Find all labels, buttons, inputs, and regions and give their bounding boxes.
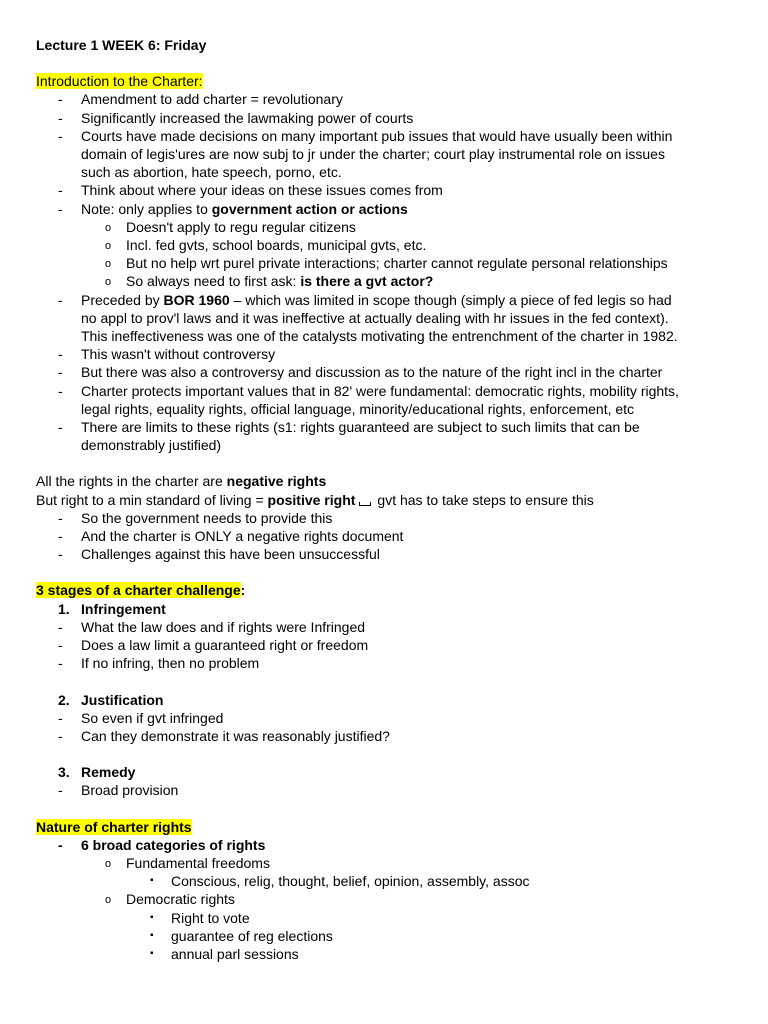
- numbered-item: 2. Justification: [58, 691, 164, 708]
- bullet: - If no infring, then no problem: [58, 655, 260, 672]
- paragraph: But right to a min standard of living = positive right gvt has to take steps to ensure this: [36, 491, 594, 508]
- bullet-continuation: domain of legis'ures are now subj to jr under the charter; court play instrumental role on issues: [81, 146, 665, 163]
- bullet: - But there was also a controversy and discussion as to the nature of the right incl in the charter: [58, 364, 663, 381]
- bullet: - Note: only applies to government action or actions: [58, 200, 408, 217]
- bullet: - Courts have made decisions on many important pub issues that would have usually been within: [58, 127, 673, 144]
- numbered-item: 3. Remedy: [58, 764, 136, 781]
- sub-sub-bullet: ▪ Right to vote: [150, 909, 250, 926]
- paragraph: All the rights in the charter are negative rights: [36, 473, 327, 490]
- bullet: - Challenges against this have been unsuccessful: [58, 546, 380, 563]
- bullet: - Preceded by BOR 1960 – which was limited in scope though (simply a piece of fed legis so had: [58, 291, 672, 308]
- numbered-item: 1. Infringement: [58, 600, 166, 617]
- bullet: - Does a law limit a guaranteed right or freedom: [58, 637, 369, 654]
- bullet-continuation: no appl to prov'l laws and it was ineffective at actually dealing with hr issues in the fed context).: [81, 309, 669, 326]
- bullet: - 6 broad categories of rights: [58, 836, 266, 853]
- bullet: - Broad provision: [58, 782, 179, 799]
- bullet: - Amendment to add charter = revolutionary: [58, 91, 343, 108]
- bullet: - This wasn't without controversy: [58, 346, 276, 363]
- bullet-continuation: demonstrably justified): [81, 437, 222, 454]
- document-page: [36, 36, 736, 963]
- sub-bullet: o Incl. fed gvts, school boards, municipal gvts, etc.: [105, 237, 427, 254]
- sub-bullet: o So always need to first ask: is there a gvt actor?: [105, 273, 434, 290]
- bullet: - So even if gvt infringed: [58, 709, 224, 726]
- section-heading-stages: 3 stages of a charter challenge:: [36, 582, 246, 599]
- doc-title: Lecture 1 WEEK 6: Friday: [36, 37, 207, 53]
- sub-bullet: o But no help wrt purel private interactions; charter cannot regulate personal relationships: [105, 255, 668, 272]
- bullet: - What the law does and if rights were Infringed: [58, 618, 366, 635]
- bullet: - Think about where your ideas on these issues comes from: [58, 182, 443, 199]
- bullet-continuation: legal rights, equality rights, official language, minority/educational rights, enforcement, etc: [81, 400, 635, 417]
- bullet: - Significantly increased the lawmaking power of courts: [58, 109, 414, 126]
- bullet: - Charter protects important values that in 82' were fundamental: democratic rights, mobility rights,: [58, 382, 679, 399]
- section-heading-nature: Nature of charter rights: [36, 818, 192, 835]
- bullet-continuation: This ineffectiveness was one of the catalysts motivating the entrenchment of the charter in 1982.: [81, 328, 678, 345]
- sub-sub-bullet: ▪ guarantee of reg elections: [150, 927, 333, 944]
- bullet: - And the charter is ONLY a negative rights document: [58, 528, 404, 545]
- sub-bullet: o Doesn't apply to regu regular citizens: [105, 218, 356, 235]
- bullet-continuation: such as abortion, hate speech, porno, etc.: [81, 164, 342, 181]
- section-heading-intro: Introduction to the Charter:: [36, 73, 203, 90]
- bullet: - So the government needs to provide this: [58, 509, 333, 526]
- bullet: - There are limits to these rights (s1: rights guaranteed are subject to such limits that can be: [58, 419, 640, 436]
- sub-bullet: o Fundamental freedoms: [105, 854, 270, 871]
- sub-bullet: o Democratic rights: [105, 891, 235, 908]
- sub-sub-bullet: ▪ annual parl sessions: [150, 945, 299, 962]
- sub-sub-bullet: ▪ Conscious, relig, thought, belief, opinion, assembly, assoc: [150, 873, 530, 890]
- arrow-icon: [359, 502, 371, 506]
- bullet: - Can they demonstrate it was reasonably justified?: [58, 727, 390, 744]
